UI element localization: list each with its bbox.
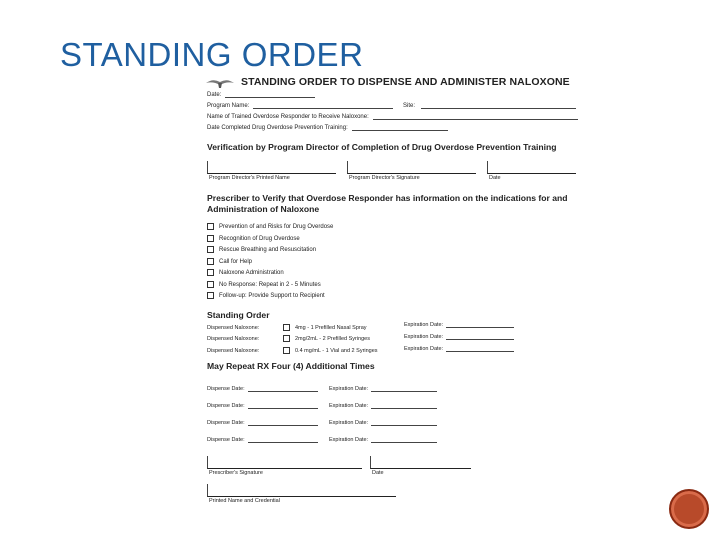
responder-row	[207, 114, 578, 120]
eagle-logo-icon	[205, 76, 235, 88]
date-field[interactable]	[225, 96, 315, 98]
program-name-row	[207, 103, 393, 109]
dispense-date-row	[207, 403, 318, 409]
checklist-item[interactable]	[207, 246, 316, 253]
date-row	[207, 92, 315, 98]
prescriber-heading-line2: Administration of Naloxone	[207, 204, 320, 214]
checklist-label: Recognition of Drug Overdose	[219, 235, 300, 242]
checklist-item[interactable]	[207, 281, 321, 288]
expiration-field[interactable]	[371, 407, 437, 409]
expiration-field[interactable]	[446, 326, 514, 328]
form-title: STANDING ORDER TO DISPENSE AND ADMINISTER NALOXONE	[241, 76, 570, 88]
printed-name-field[interactable]	[207, 484, 396, 497]
site-row	[403, 103, 576, 109]
prescriber-date-caption: Date	[372, 470, 384, 476]
checkbox[interactable]	[207, 246, 214, 253]
dispense-date-field[interactable]	[248, 407, 318, 409]
checkbox[interactable]	[207, 258, 214, 265]
dispense-option-label: 2mg/2mL - 2 Prefilled Syringes	[295, 335, 370, 342]
director-name-caption: Program Director's Printed Name	[209, 175, 290, 181]
dispense-date-row	[207, 420, 318, 426]
expiration-label: Expiration Date:	[329, 386, 369, 392]
dispense-date-label: Dispense Date:	[207, 420, 245, 426]
site-label: Site:	[403, 103, 416, 109]
naloxone-form	[205, 72, 585, 502]
checkbox[interactable]	[207, 281, 214, 288]
dispensed-label: Dispensed Naloxone:	[207, 324, 260, 331]
prescriber-heading-line1: Prescriber to Verify that Overdose Responder has information on the indications for and	[207, 193, 568, 203]
checkbox[interactable]	[207, 269, 214, 276]
expiration-label: Expiration Date:	[329, 420, 369, 426]
checklist-label: Follow-up: Provide Support to Recipient	[219, 292, 325, 299]
director-signature-field[interactable]	[347, 161, 476, 174]
dispense-option-label: 4mg - 1 Prefilled Nasal Spray	[295, 324, 367, 331]
slide-title: STANDING ORDER	[60, 36, 364, 73]
expiration-row	[329, 386, 437, 392]
checklist-label: Prevention of and Risks for Drug Overdose	[219, 223, 334, 230]
repeat-heading: May Repeat RX Four (4) Additional Times	[207, 361, 375, 371]
expiration-field[interactable]	[371, 424, 437, 426]
dispense-date-label: Dispense Date:	[207, 403, 245, 409]
checklist-item[interactable]	[207, 223, 333, 230]
expiration-row	[404, 322, 514, 328]
dispense-date-label: Dispense Date:	[207, 386, 245, 392]
dispensed-label: Dispensed Naloxone:	[207, 347, 260, 354]
dispense-date-field[interactable]	[248, 441, 318, 443]
expiration-label: Expiration Date:	[404, 346, 444, 352]
expiration-row	[329, 403, 437, 409]
dispensed-label: Dispensed Naloxone:	[207, 335, 260, 342]
expiration-row	[329, 437, 437, 443]
seal-icon	[669, 489, 709, 529]
checkbox[interactable]	[207, 223, 214, 230]
training-date-field[interactable]	[352, 129, 448, 131]
expiration-field[interactable]	[371, 390, 437, 392]
checklist-item[interactable]	[207, 292, 325, 299]
dispense-date-label: Dispense Date:	[207, 437, 245, 443]
dispense-date-row	[207, 386, 318, 392]
checkbox[interactable]	[283, 335, 290, 342]
program-name-label: Program Name:	[207, 103, 250, 109]
checkbox[interactable]	[283, 347, 290, 354]
expiration-field[interactable]	[446, 338, 514, 340]
prescriber-date-field[interactable]	[370, 456, 471, 469]
training-row	[207, 125, 448, 131]
dispense-date-field[interactable]	[248, 390, 318, 392]
expiration-field[interactable]	[446, 350, 514, 352]
expiration-row	[404, 346, 514, 352]
checklist-label: Naloxone Administration	[219, 269, 284, 276]
checklist-label: Rescue Breathing and Resuscitation	[219, 246, 317, 253]
prescriber-signature-caption: Prescriber's Signature	[209, 470, 263, 476]
director-date-caption: Date	[489, 175, 501, 181]
director-date-field[interactable]	[487, 161, 576, 174]
expiration-row	[404, 334, 514, 340]
standing-order-heading: Standing Order	[207, 310, 270, 320]
expiration-label: Expiration Date:	[404, 334, 444, 340]
checklist-item[interactable]	[207, 269, 284, 276]
director-signature-caption: Program Director's Signature	[349, 175, 420, 181]
checklist-item[interactable]	[207, 258, 252, 265]
responder-label: Name of Trained Overdose Responder to Receive Naloxone:	[207, 114, 369, 120]
checklist-label: Call for Help	[219, 258, 253, 265]
prescriber-signature-field[interactable]	[207, 456, 362, 469]
expiration-field[interactable]	[371, 441, 437, 443]
dispense-option-label: 0.4 mg/mL - 1 Vial and 2 Syringes	[295, 347, 378, 354]
dispense-option-row	[207, 347, 378, 354]
expiration-label: Expiration Date:	[404, 322, 444, 328]
verification-heading: Verification by Program Director of Completion of Drug Overdose Prevention Training	[207, 142, 557, 152]
checklist-label: No Response: Repeat in 2 - 5 Minutes	[219, 281, 321, 288]
date-label: Date:	[207, 92, 222, 98]
site-field[interactable]	[421, 107, 576, 109]
checkbox[interactable]	[283, 324, 290, 331]
dispense-date-row	[207, 437, 318, 443]
checkbox[interactable]	[207, 292, 214, 299]
responder-field[interactable]	[373, 118, 578, 120]
dispense-date-field[interactable]	[248, 424, 318, 426]
program-name-field[interactable]	[253, 107, 393, 109]
director-name-field[interactable]	[207, 161, 336, 174]
checklist-item[interactable]	[207, 235, 300, 242]
checkbox[interactable]	[207, 235, 214, 242]
training-label: Date Completed Drug Overdose Prevention Training:	[207, 125, 348, 131]
expiration-label: Expiration Date:	[329, 403, 369, 409]
printed-name-caption: Printed Name and Credential	[209, 498, 280, 504]
expiration-row	[329, 420, 437, 426]
form-header	[205, 72, 585, 92]
dispense-option-row	[207, 324, 367, 331]
expiration-label: Expiration Date:	[329, 437, 369, 443]
dispense-option-row	[207, 335, 370, 342]
